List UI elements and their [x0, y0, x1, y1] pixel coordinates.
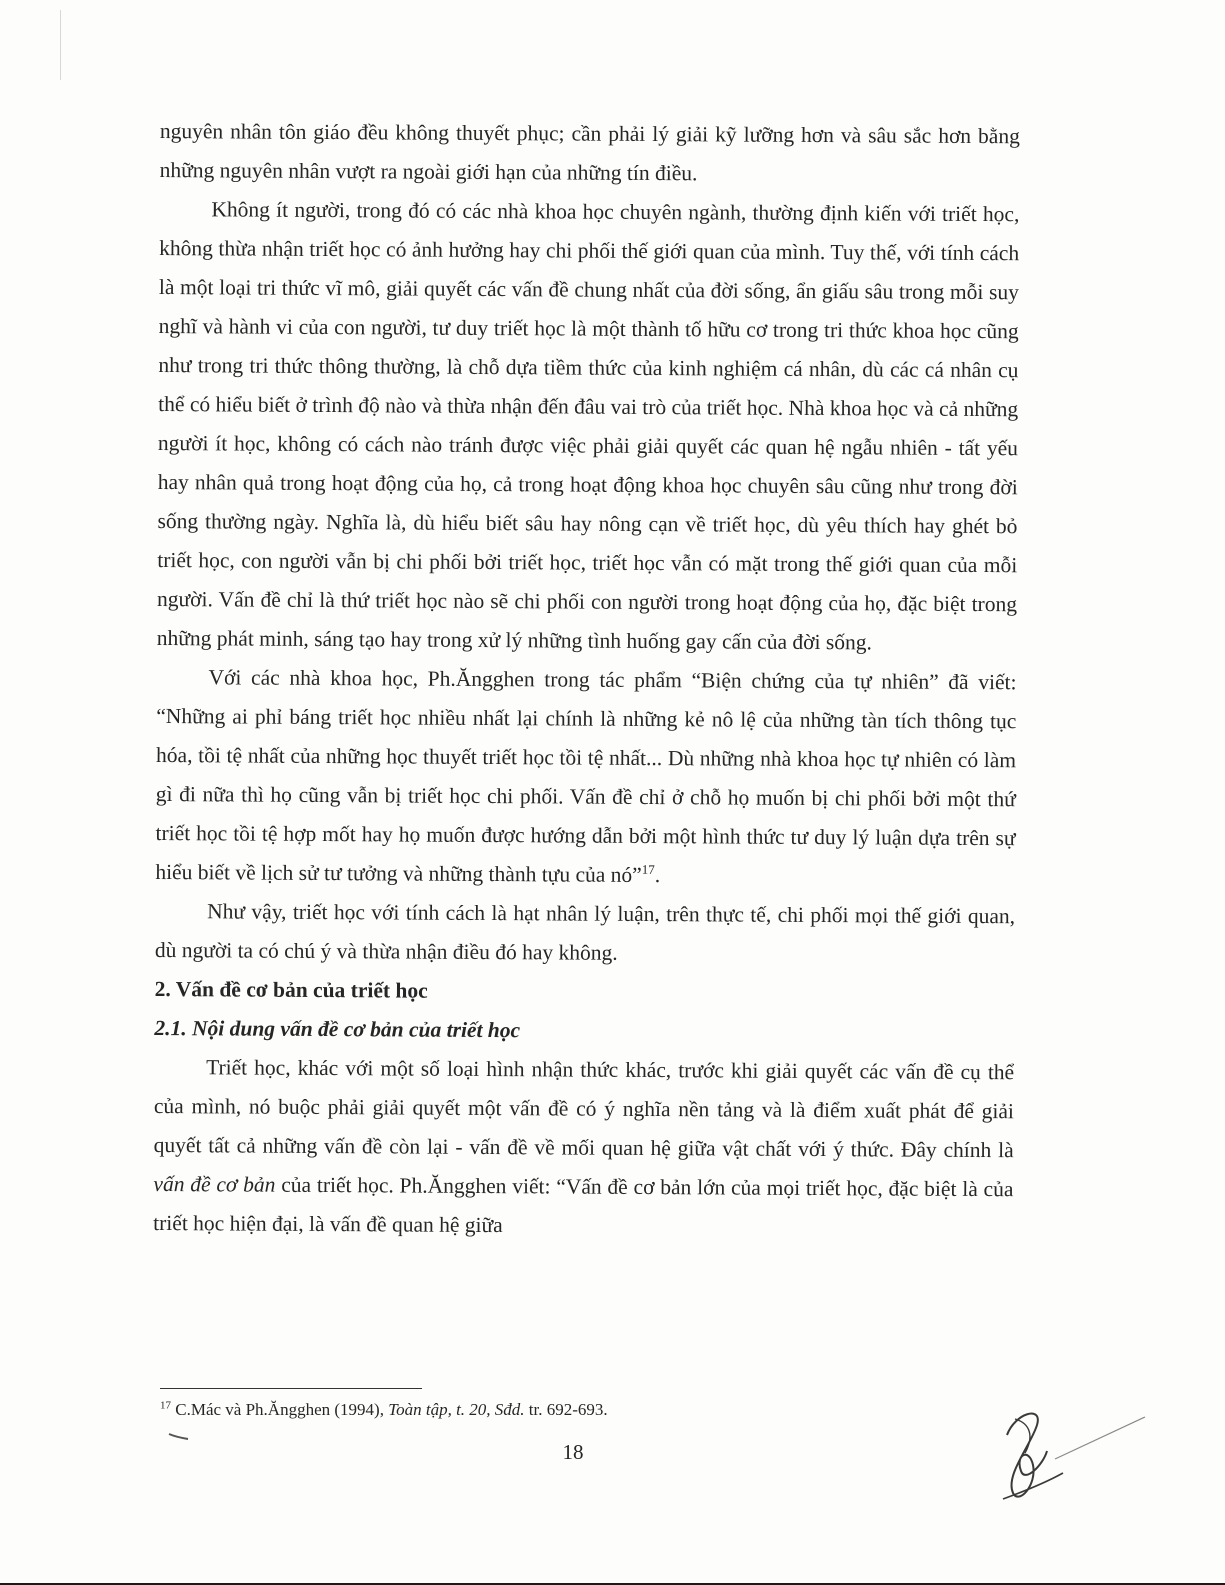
paragraph-5-part1: Triết học, khác với một số loại hình nhận thức khác, trước khi giải quyết các vấn đề cụ thể của mình, nó buộc phải giải quyết một vấn đề có ý nghĩa nền tảng và là điểm xuất phát để giải quyết tất cả những vấn đề còn lại - vấn đề về mối quan hệ giữa vật chất với ý thức. Đây chính là: [153, 1055, 1015, 1163]
scan-mark: [168, 1432, 190, 1440]
footnote-title: Toàn tập, t. 20, Sđd.: [388, 1400, 525, 1419]
paragraph-1: nguyên nhân tôn giáo đều không thuyết phục; cần phải lý giải kỹ lưỡng hơn và sâu sắc hơn bằng những nguyên nhân vượt ra ngoài giới hạn của những tín điều.: [159, 118, 1020, 186]
paragraph-5: [153, 1048, 1014, 1248]
emphasis-text: vấn đề cơ bản: [153, 1171, 276, 1197]
paragraph-2: Không ít người, trong đó có các nhà khoa học chuyên ngành, thường định kiến với triết học, không thừa nhận triết học có ảnh hưởng hay chi phối thế giới quan của mình. Tuy thế, với tính cách là một loại tri thức vĩ mô, giải quyết các vấn đề chung nhất của đời sống, ẩn giấu sâu trong mỗi suy nghĩ và hành vi của con người, tư duy triết học là một thành tố hữu cơ trong tri thức khoa học cũng như trong tri thức thông thường, là chỗ dựa tiềm thức của kinh nghiệm cá nhân, dù các cá nhân cụ thể có hiểu biết ở trình độ nào và thừa nhận đến đâu vai trò của triết học. Nhà khoa học và cả những người ít học, không có cách nào tránh được việc phải giải quyết các quan hệ ngẫu nhiên - tất yếu hay nhân quả trong hoạt động của họ, cả trong hoạt động khoa học chuyên sâu cũng như trong đời sống thường ngày. Nghĩa là, dù hiểu biết sâu hay nông cạn về triết học, dù yêu thích hay ghét bỏ triết học, con người vẫn bị chi phối bởi triết học, triết học vẫn có mặt trong thế giới quan của mỗi người. Vấn đề chỉ là thứ triết học nào sẽ chi phối con người trong hoạt động của họ, đặc biệt trong những phát minh, sáng tạo hay trong xử lý những tình huống gay cấn của đời sống.: [156, 197, 1020, 655]
footnote-reference[interactable]: 17: [641, 861, 655, 877]
page-number: 18: [562, 1440, 584, 1464]
scan-edge: [60, 10, 61, 80]
paragraph-5-part2: của triết học. Ph.Ăngghen viết: “Vấn đề cơ bản lớn của mọi triết học, đặc biệt là của triết học hiện đại, là vấn đề quan hệ giữa: [153, 1172, 1014, 1238]
paragraph-4: Như vậy, triết học với tính cách là hạt nhân lý luận, trên thực tế, chi phối mọi thế giới quan, dù người ta có chú ý và thừa nhận điều đó hay không.: [154, 899, 1016, 965]
footnote: [160, 1398, 608, 1422]
body-text: [153, 112, 1020, 1248]
footnote-number: 17: [160, 1399, 171, 1412]
footnote-text-after: tr. 692-693.: [524, 1400, 608, 1419]
quote-text: Với các nhà khoa học, Ph.Ăngghen trong tác phẩm “Biện chứng của tự nhiên” đã viết: “Những ai phỉ báng triết học nhiều nhất lại chính là những kẻ nô lệ của những tàn tích thông tục hóa, tồi tệ nhất của những học thuyết triết học tồi tệ nhất... Dù những nhà khoa học tự nhiên có làm gì đi nữa thì họ cũng vẫn bị triết học chi phối. Vấn đề chỉ ở chỗ họ muốn bị chi phối bởi một thứ triết học tồi tệ hợp mốt hay họ muốn được hướng dẫn bởi một hình thức tư duy lý luận dựa trên sự hiểu biết về lịch sử tư tưởng và những thành tựu của nó”: [155, 665, 1017, 887]
footnote-text-before: C.Mác và Ph.Ăngghen (1994),: [171, 1400, 389, 1419]
subsection-heading: 2.1. Nội dung vấn đề cơ bản của triết học: [154, 1015, 521, 1043]
section-heading: 2. Vấn đề cơ bản của triết học: [154, 976, 428, 1003]
signature-mark: [985, 1395, 1150, 1510]
paragraph-3: Với các nhà khoa học, Ph.Ăngghen trong tác phẩm “Biện chứng của tự nhiên” đã viết: “Những ai phỉ báng triết học nhiều nhất lại chính là những kẻ nô lệ của những tàn tích thông tục hóa, tồi tệ nhất của những học thuyết triết học tồi tệ nhất... Dù những nhà khoa học tự nhiên có làm gì đi nữa thì họ cũng vẫn bị triết học chi phối. Vấn đề chỉ ở chỗ họ muốn bị chi phối bởi một thứ triết học tồi tệ hợp mốt hay họ muốn được hướng dẫn bởi một hình thức tư duy lý luận dựa trên sự hiểu biết về lịch sử tư tưởng và những thành tựu của nó”$^{17}$.: [155, 665, 1017, 888]
footnote-divider: [160, 1388, 422, 1389]
